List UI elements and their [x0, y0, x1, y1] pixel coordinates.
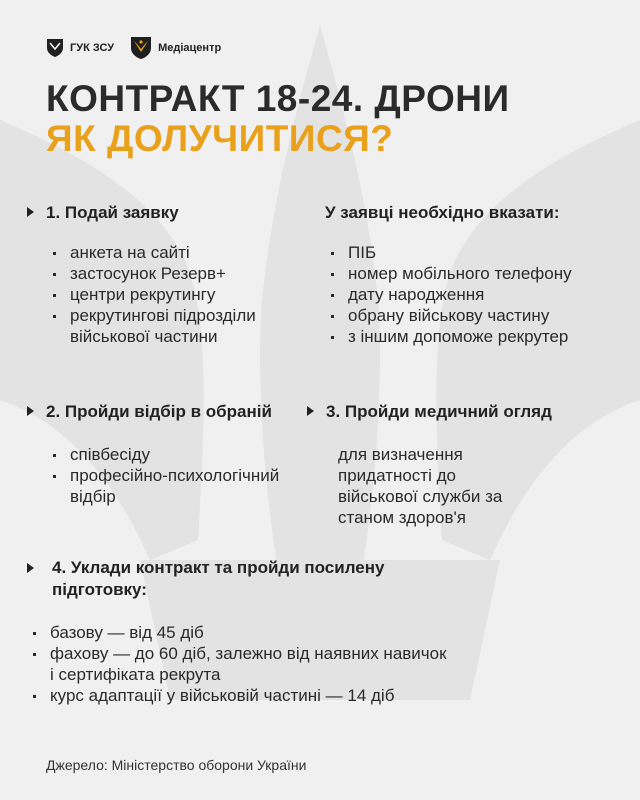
list-item: фахову — до 60 діб, залежно від наявних навичок і сертифіката рекрута [30, 643, 450, 685]
list-item: центри рекрутингу [50, 284, 290, 305]
list-item: дату народження [328, 284, 628, 305]
list-item: з іншим допоможе рекрутер [328, 326, 628, 347]
page-title: КОНТРАКТ 18-24. ДРОНИ [46, 78, 510, 119]
step3-heading [307, 402, 552, 422]
step2-list [50, 444, 290, 507]
page-subtitle: ЯК ДОЛУЧИТИСЯ? [46, 118, 394, 159]
application-list [328, 242, 628, 347]
application-heading: У заявці необхідно вказати: [325, 203, 560, 222]
logo1-text: ГУК ЗСУ [70, 42, 115, 54]
list-item: анкета на сайті [50, 242, 290, 263]
header-logos [46, 36, 237, 60]
list-item: співбесіду [50, 444, 290, 465]
step4-heading-text: 4. Уклади контракт та пройди посилену підготовку: [52, 558, 385, 599]
guk-zsu-logo [46, 38, 114, 58]
list-item: ПІБ [328, 242, 628, 263]
step1-heading-text: 1. Подай заявку [46, 203, 179, 222]
list-item: застосунок Резерв+ [50, 263, 290, 284]
step3-text: для визначення придатності до військової служби за станом здоров'я [338, 445, 503, 527]
triangle-bullet-icon [27, 406, 34, 416]
triangle-bullet-icon [27, 563, 34, 573]
triangle-bullet-icon [27, 207, 34, 217]
logo2-text: Медіацентр [158, 42, 222, 54]
step3-heading-text: 3. Пройди медичний огляд [326, 402, 552, 421]
eagle-shield-icon [130, 36, 152, 60]
list-item: обрану військову частину [328, 305, 628, 326]
step1-heading [27, 203, 179, 223]
source-note: Джерело: Міністерство оборони України [46, 757, 307, 773]
triangle-bullet-icon [307, 406, 314, 416]
list-item: базову — від 45 діб [30, 622, 450, 643]
list-item: професійно-психологічний відбір [50, 465, 290, 507]
step1-list [50, 242, 290, 347]
shield-icon [46, 38, 64, 58]
step2-heading [27, 402, 272, 422]
list-item: курс адаптації у військовій частині — 14 діб [30, 685, 450, 706]
step4-list [30, 622, 450, 706]
list-item: рекрутингові підрозділи військової частини [50, 305, 290, 347]
mediacenter-logo [130, 36, 221, 60]
step4-heading [27, 557, 447, 601]
step2-heading-text: 2. Пройди відбір в обраній [46, 402, 272, 421]
list-item: номер мобільного телефону [328, 263, 628, 284]
